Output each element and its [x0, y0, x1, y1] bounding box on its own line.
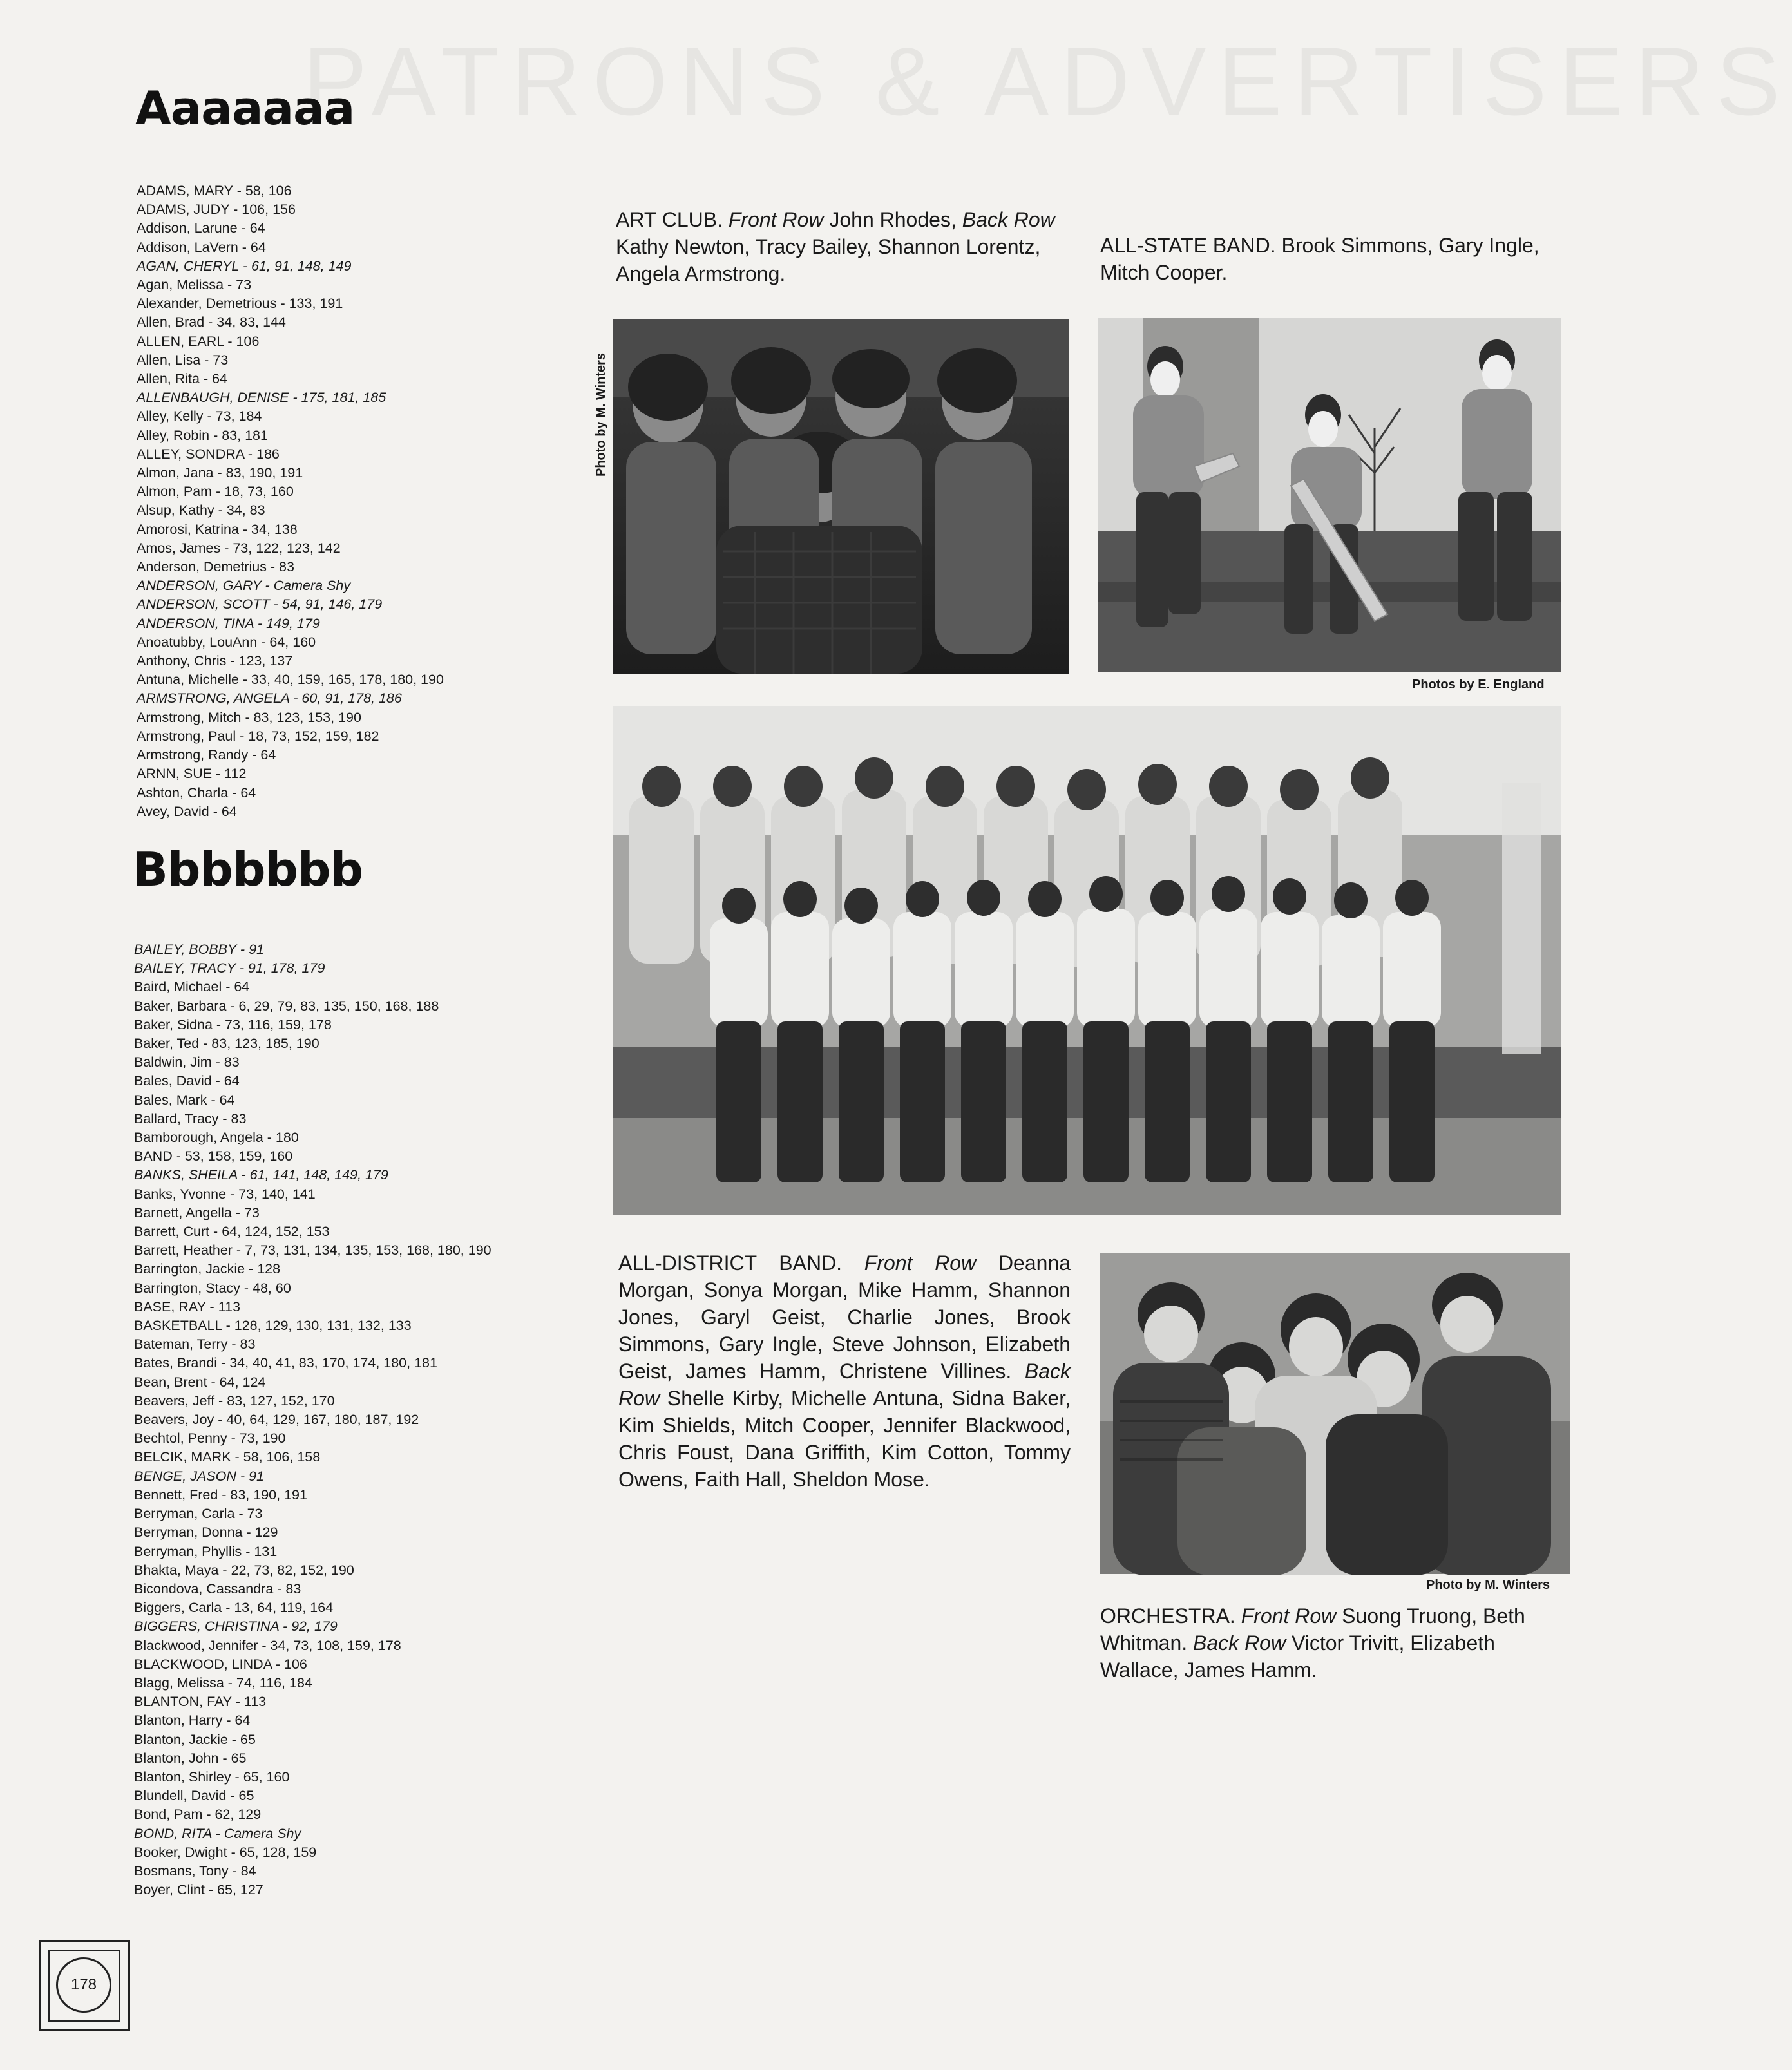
index-entry: Anthony, Chris - 123, 137	[137, 653, 293, 669]
index-entry: Alexander, Demetrious - 133, 191	[137, 296, 343, 312]
index-entry: ADAMS, MARY - 58, 106	[137, 183, 292, 198]
index-entry: Amos, James - 73, 122, 123, 142	[137, 540, 341, 556]
index-entry: Bateman, Terry - 83	[134, 1336, 256, 1353]
index-entry: Barrett, Heather - 7, 73, 131, 134, 135, 153, 168, 180, 190	[134, 1242, 491, 1258]
index-entry: AGAN, CHERYL - 61, 91, 148, 149	[137, 258, 352, 274]
index-entry: ADAMS, JUDY - 106, 156	[137, 202, 296, 218]
index-entry: BAND - 53, 158, 159, 160	[134, 1148, 293, 1164]
index-entry: ARNN, SUE - 112	[137, 766, 247, 782]
index-entry: ANDERSON, SCOTT - 54, 91, 146, 179	[137, 596, 383, 612]
index-entry: Blundell, David - 65	[134, 1788, 254, 1804]
index-entry: Bean, Brent - 64, 124	[134, 1374, 266, 1390]
photo-art-club	[613, 319, 1069, 674]
index-entry: Bechtol, Penny - 73, 190	[134, 1430, 286, 1447]
credit-band-photos: Photos by E. England	[1412, 678, 1545, 692]
page-number: 178	[56, 1957, 111, 2013]
all-district-photo-image	[613, 706, 1561, 1215]
photo-all-state	[1098, 318, 1561, 672]
index-entry: Almon, Pam - 18, 73, 160	[137, 484, 294, 500]
index-entry: ALLEY, SONDRA - 186	[137, 446, 280, 462]
index-entry: Boyer, Clint - 65, 127	[134, 1882, 263, 1898]
index-entry: Bennett, Fred - 83, 190, 191	[134, 1486, 307, 1503]
index-entry: BENGE, JASON - 91	[134, 1468, 264, 1484]
index-entry: Ballard, Tracy - 83	[134, 1110, 247, 1126]
index-entry: Banks, Yvonne - 73, 140, 141	[134, 1186, 316, 1202]
index-entry: Antuna, Michelle - 33, 40, 159, 165, 178, 180, 190	[137, 672, 444, 688]
index-entry: Bosmans, Tony - 84	[134, 1863, 256, 1879]
index-entry: Baldwin, Jim - 83	[134, 1054, 240, 1070]
index-entry: BAILEY, TRACY - 91, 178, 179	[134, 960, 325, 976]
index-entry: Blanton, Jackie - 65	[134, 1731, 256, 1747]
art-club-photo-image	[613, 319, 1069, 674]
caption-all-district: ALL-DISTRICT BAND. Front Row Deanna Morgan, Sonya Morgan, Mike Hamm, Shannon Jones, Garyl Geist, Charlie Jones, Brook Simmons, Gary Ingle, Steve Johnson, Elizabeth Geist, James Hamm, Christene Villines. Back Row Shelle Kirby, Michelle Antuna, Sidna Baker, Kim Shields, Mitch Cooper, Jennifer Blackwood, Chris Foust, Dana Griffith, Kim Cotton, Tommy Owens, Faith Hall, Sheldon Mose.	[618, 1251, 1071, 1491]
index-entry: BLACKWOOD, LINDA - 106	[134, 1656, 307, 1672]
index-entry: Blanton, John - 65	[134, 1750, 247, 1766]
index-entry: Almon, Jana - 83, 190, 191	[137, 465, 303, 481]
caption-all-state: ALL-STATE BAND. Brook Simmons, Gary Ingle, Mitch Cooper.	[1100, 234, 1539, 284]
index-entry: Baird, Michael - 64	[134, 979, 250, 995]
index-entry: Berryman, Donna - 129	[134, 1524, 278, 1541]
index-entry: Beavers, Joy - 40, 64, 129, 167, 180, 187, 192	[134, 1412, 419, 1428]
index-entry: Baker, Sidna - 73, 116, 159, 178	[134, 1016, 332, 1032]
index-entry: Addison, Larune - 64	[137, 220, 265, 236]
index-entry: Berryman, Phyllis - 131	[134, 1543, 278, 1559]
index-list-a	[137, 182, 444, 821]
index-entry: Agan, Melissa - 73	[137, 277, 252, 293]
index-entry: Anderson, Demetrius - 83	[137, 559, 294, 575]
index-entry: Allen, Lisa - 73	[137, 352, 229, 368]
index-entry: Biggers, Carla - 13, 64, 119, 164	[134, 1600, 334, 1616]
section-heading-b: Bbbbbbb	[133, 842, 363, 897]
bleed-through-title: PATRONS & ADVERTISERS	[303, 27, 1792, 135]
index-list-b	[134, 940, 491, 1899]
page-number-box	[39, 1940, 130, 2031]
index-entry: Bales, David - 64	[134, 1073, 240, 1089]
index-entry: Alley, Kelly - 73, 184	[137, 408, 262, 424]
index-entry: Addison, LaVern - 64	[137, 239, 266, 255]
credit-art-club: Photo by M. Winters	[594, 352, 608, 477]
caption-art-club: ART CLUB. Front Row John Rhodes, Back Row Kathy Newton, Tracy Bailey, Shannon Lorentz, Angela Armstrong.	[616, 208, 1055, 285]
photo-all-district	[613, 706, 1561, 1215]
index-entry: BAILEY, BOBBY - 91	[134, 942, 264, 957]
index-entry: Amorosi, Katrina - 34, 138	[137, 521, 298, 537]
index-entry: Bicondova, Cassandra - 83	[134, 1581, 301, 1597]
index-entry: Booker, Dwight - 65, 128, 159	[134, 1844, 317, 1860]
index-entry: Berryman, Carla - 73	[134, 1506, 263, 1522]
index-entry: ANDERSON, TINA - 149, 179	[137, 615, 320, 631]
index-entry: Ashton, Charla - 64	[137, 784, 256, 801]
orchestra-photo-image	[1100, 1253, 1570, 1574]
index-entry: Barnett, Angella - 73	[134, 1204, 260, 1220]
index-entry: BELCIK, MARK - 58, 106, 158	[134, 1449, 321, 1465]
index-entry: ANDERSON, GARY - Camera Shy	[137, 578, 351, 594]
index-entry: BANKS, SHEILA - 61, 141, 148, 149, 179	[134, 1167, 388, 1183]
index-entry: Anoatubby, LouAnn - 64, 160	[137, 634, 316, 650]
index-entry: ALLEN, EARL - 106	[137, 333, 260, 349]
index-entry: Avey, David - 64	[137, 803, 237, 819]
index-entry: BOND, RITA - Camera Shy	[134, 1825, 301, 1841]
index-entry: Armstrong, Mitch - 83, 123, 153, 190	[137, 709, 361, 725]
index-entry: ALLENBAUGH, DENISE - 175, 181, 185	[137, 390, 386, 406]
index-entry: Blanton, Shirley - 65, 160	[134, 1769, 290, 1785]
index-entry: Barrington, Jackie - 128	[134, 1261, 281, 1277]
index-entry: Baker, Ted - 83, 123, 185, 190	[134, 1036, 319, 1052]
index-entry: Blackwood, Jennifer - 34, 73, 108, 159, 178	[134, 1637, 401, 1653]
index-entry: Barrett, Curt - 64, 124, 152, 153	[134, 1224, 330, 1240]
index-entry: Allen, Rita - 64	[137, 371, 228, 387]
index-entry: BASE, RAY - 113	[134, 1298, 240, 1315]
index-entry: BASKETBALL - 128, 129, 130, 131, 132, 133	[134, 1318, 412, 1334]
section-heading-a: Aaaaaaa	[135, 81, 355, 135]
photo-orchestra	[1100, 1253, 1570, 1574]
index-entry: Alley, Robin - 83, 181	[137, 427, 268, 443]
index-entry: BIGGERS, CHRISTINA - 92, 179	[134, 1619, 338, 1635]
index-entry: Alsup, Kathy - 34, 83	[137, 502, 265, 518]
index-entry: Bales, Mark - 64	[134, 1092, 235, 1108]
caption-orchestra: ORCHESTRA. Front Row Suong Truong, Beth Whitman. Back Row Victor Trivitt, Elizabeth Wallace, James Hamm.	[1100, 1604, 1525, 1682]
index-entry: Bates, Brandi - 34, 40, 41, 83, 170, 174, 180, 181	[134, 1355, 437, 1371]
index-entry: Bamborough, Angela - 180	[134, 1130, 299, 1146]
index-entry: ARMSTRONG, ANGELA - 60, 91, 178, 186	[137, 690, 402, 707]
index-entry: Blagg, Melissa - 74, 116, 184	[134, 1675, 312, 1691]
index-entry: Armstrong, Randy - 64	[137, 747, 276, 763]
index-entry: BLANTON, FAY - 113	[134, 1694, 267, 1710]
index-entry: Beavers, Jeff - 83, 127, 152, 170	[134, 1392, 335, 1409]
index-entry: Blanton, Harry - 64	[134, 1713, 251, 1729]
index-entry: Baker, Barbara - 6, 29, 79, 83, 135, 150, 168, 188	[134, 998, 439, 1014]
all-state-photo-image	[1098, 318, 1561, 672]
index-entry: Allen, Brad - 34, 83, 144	[137, 314, 286, 330]
index-entry: Bhakta, Maya - 22, 73, 82, 152, 190	[134, 1562, 354, 1578]
index-entry: Armstrong, Paul - 18, 73, 152, 159, 182	[137, 728, 379, 744]
index-entry: Barrington, Stacy - 48, 60	[134, 1280, 291, 1296]
index-entry: Bond, Pam - 62, 129	[134, 1807, 262, 1823]
credit-orchestra: Photo by M. Winters	[1426, 1578, 1550, 1592]
